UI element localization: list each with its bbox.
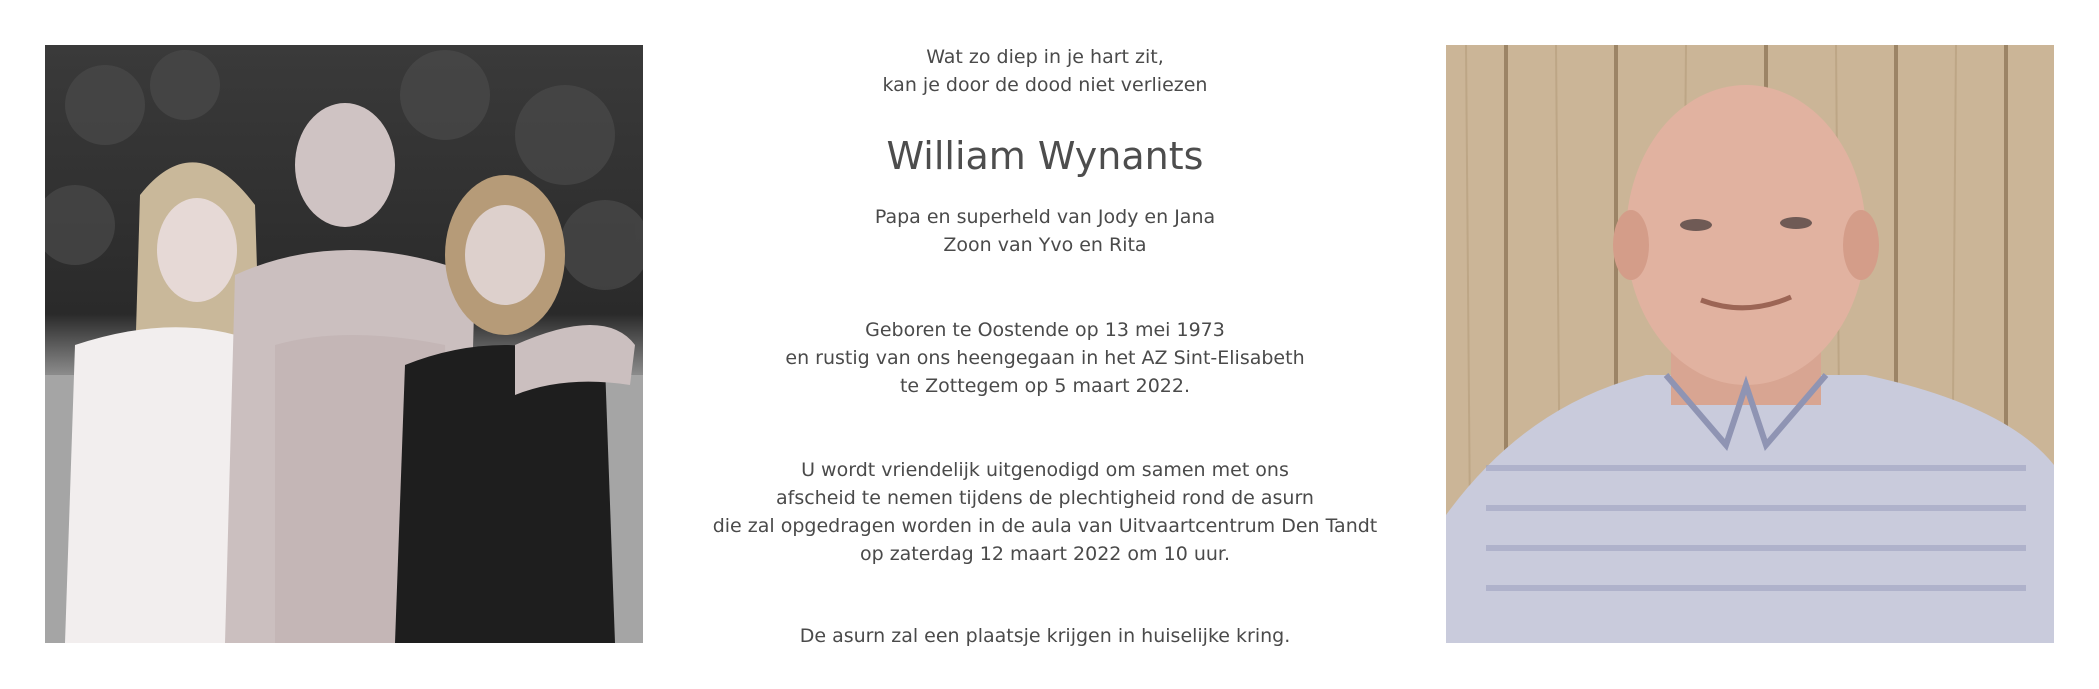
family-line: Papa en superheld van Jody en Jana <box>874 206 1216 228</box>
invitation-line: op zaterdag 12 maart 2022 om 10 uur. <box>859 543 1231 565</box>
invitation-line: U wordt vriendelijk uitgenodigd om samen met ons <box>801 459 1289 481</box>
quote <box>700 43 1390 99</box>
closing-note <box>700 622 1390 650</box>
life-line: te Zottegem op 5 maart 2022. <box>899 375 1191 397</box>
ceremony-invitation <box>700 456 1390 568</box>
life-line: en rustig van ons heengegaan in het AZ Sint-Elisabeth <box>785 347 1305 369</box>
family-relations <box>700 203 1390 259</box>
deceased-name: William Wynants <box>886 134 1204 178</box>
quote-line: Wat zo diep in je hart zit, <box>926 46 1164 68</box>
portrait-photo-illustration <box>1446 45 2054 643</box>
memorial-text <box>700 0 1390 689</box>
invitation-line: afscheid te nemen tijdens de plechtigheid rond de asurn <box>776 487 1314 509</box>
life-line: Geboren te Oostende op 13 mei 1973 <box>865 319 1225 341</box>
closing-line: De asurn zal een plaatsje krijgen in huiselijke kring. <box>799 625 1291 647</box>
life-dates <box>700 316 1390 400</box>
invitation-line: die zal opgedragen worden in de aula van Uitvaartcentrum Den Tandt <box>712 515 1378 537</box>
family-photo <box>45 45 643 643</box>
portrait-photo <box>1446 45 2054 643</box>
family-line: Zoon van Yvo en Rita <box>943 234 1147 256</box>
family-photo-illustration <box>45 45 643 643</box>
quote-line: kan je door de dood niet verliezen <box>882 74 1208 96</box>
